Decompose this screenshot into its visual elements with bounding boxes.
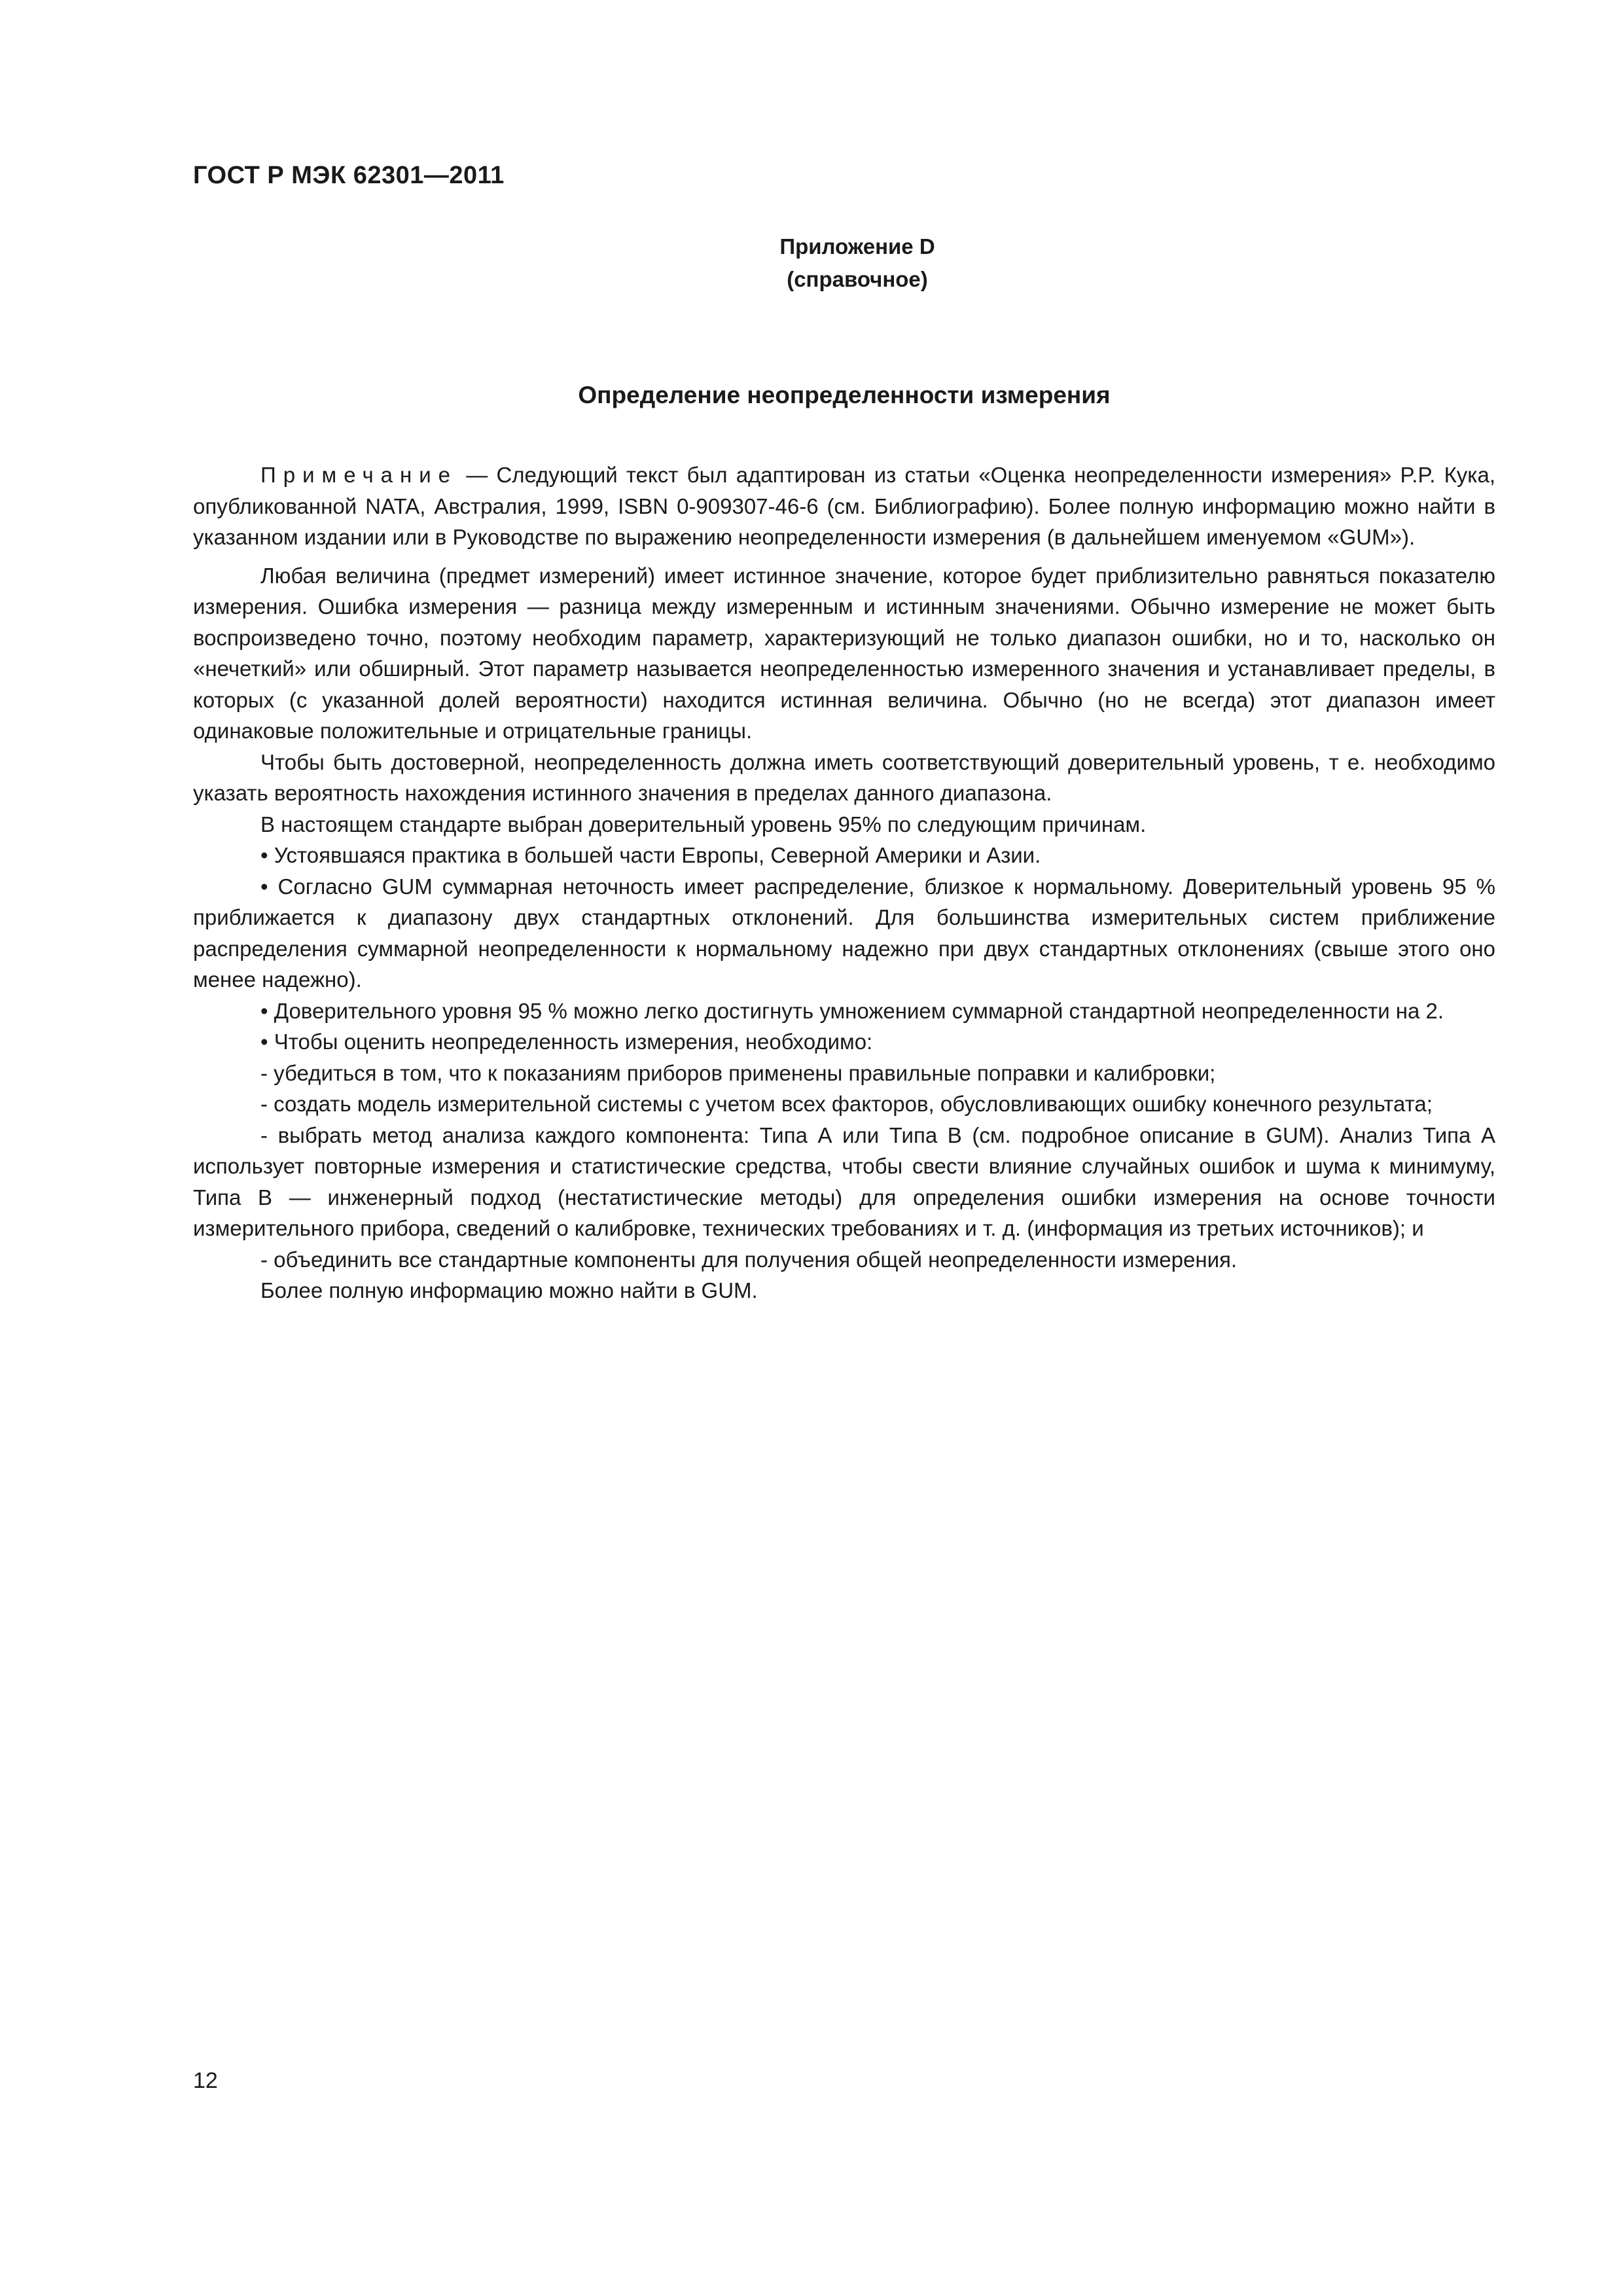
paragraph-confidence-level: Чтобы быть достоверной, неопределенность должна иметь соответствующий доверительный уровень, т е. необходимо указать вероятность нахождения истинного значения в пределах данного диапазона. xyxy=(193,749,1495,805)
page-number: 12 xyxy=(193,2068,218,2093)
bullet-gum-distribution: • Согласно GUM суммарная неточность имеет распределение, близкое к нормальному. Доверительный уровень 95 % приближается к диапазону двух стандартных отклонений. Для большинства измерительных систем приближение распределения суммарной неопределенности к нормальному надежно при двух стандартных отклонениях (свыше этого оно менее надежно). xyxy=(193,874,1495,992)
dash-item-model: - создать модель измерительной системы с учетом всех факторов, обусловливающих ошибку конечного результата; xyxy=(260,1092,1433,1116)
note-text: — Следующий текст был адаптирован из статьи «Оценка неопределенности измерения» P.P. Кука, опубликованной NATA, Австралия, 1999, ISBN 0-909307-46-6 (см. Библиографию). Более полную информацию можно найти в указанном издании или в Руководстве по выражению неопределенности измерения (в дальнейшем именуемом «GUM»). xyxy=(193,463,1495,549)
section-title: Определение неопределенности измерения xyxy=(578,382,1111,408)
body-text xyxy=(193,459,1495,1306)
annex-title: Приложение D xyxy=(779,234,935,259)
note-label: Примечание xyxy=(260,463,458,487)
paragraph-true-value: Любая величина (предмет измерений) имеет истинное значение, которое будет приблизительно равняться показателю измерения. Ошибка измерения — разница между измеренным и истинным значениями. Обычно измерение не может быть воспроизведено точно, поэтому необходим параметр, характеризующий не только диапазон ошибки, но и то, насколько он «нечеткий» или обширный. Этот параметр называется неопределенностью измеренного значения и устанавливает пределы, в которых (с указанной долей вероятности) находится истинная величина. Обычно (но не всегда) этот диапазон имеет одинаковые положительные и отрицательные границы. xyxy=(193,563,1495,743)
bullet-practice: • Устоявшаяся практика в большей части Европы, Северной Америки и Азии. xyxy=(260,843,1041,867)
dash-item-corrections: - убедиться в том, что к показаниям приборов применены правильные поправки и калибровки; xyxy=(260,1060,1216,1085)
dash-item-combine: - объединить все стандартные компоненты для получения общей неопределенности измерения. xyxy=(260,1247,1238,1272)
document-code: ГОСТ Р МЭК 62301—2011 xyxy=(193,162,505,189)
paragraph-reasons: В настоящем стандарте выбран доверительный уровень 95% по следующим причинам. xyxy=(260,812,1147,836)
paragraph-more-info: Более полную информацию можно найти в GUM. xyxy=(260,1278,758,1302)
annex-status: (справочное) xyxy=(787,267,928,291)
dash-item-method: - выбрать метод анализа каждого компонента: Типа А или Типа В (см. подробное описание в GUM). Анализ Типа А использует повторные измерения и статистические средства, чтобы свести влияние случайных ошибок и шума к минимуму, Типа В — инженерный подход (нестатистические методы) для определения ошибки измерения на основе точности измерительного прибора, сведений о калибровке, технических требованиях и т. д. (информация из третьих источников); и xyxy=(193,1122,1495,1240)
note-paragraph xyxy=(193,459,1495,553)
bullet-multiply: • Доверительного уровня 95 % можно легко достигнуть умножением суммарной стандартной неопределенности на 2. xyxy=(260,998,1444,1023)
bullet-how-to: • Чтобы оценить неопределенность измерения, необходимо: xyxy=(260,1030,873,1054)
annex-heading xyxy=(0,230,1623,296)
